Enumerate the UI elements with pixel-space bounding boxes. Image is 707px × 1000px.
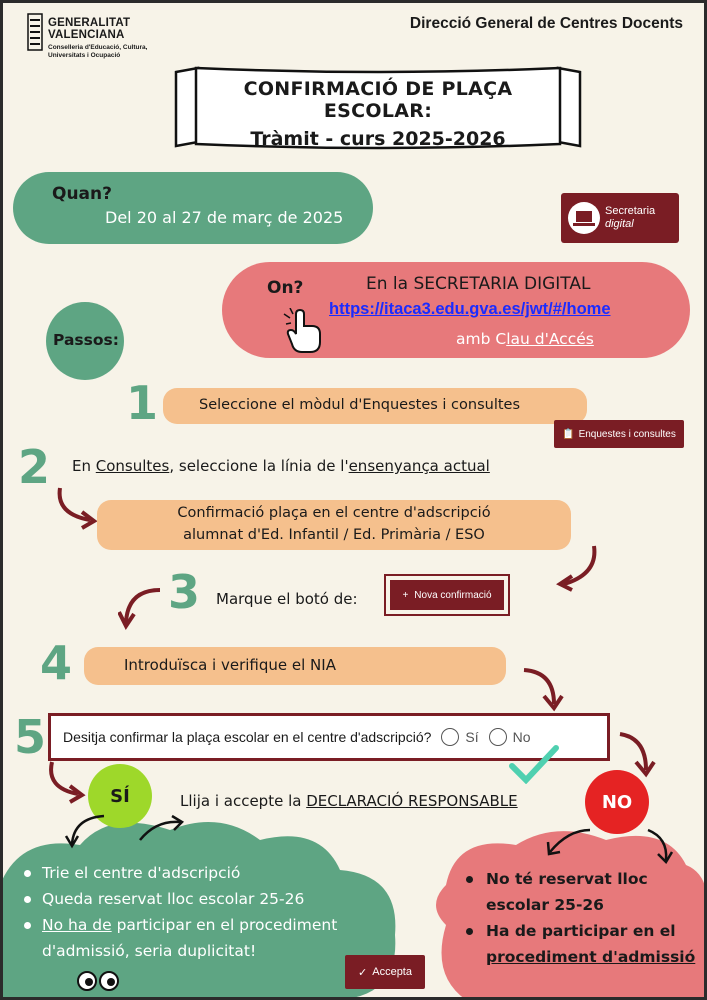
- banner-title-line2: Tràmit - curs 2025-2026: [250, 128, 506, 150]
- curved-arrow-icon: [554, 544, 600, 592]
- step2-ensenyanca: ensenyança actual: [348, 457, 490, 475]
- curved-arrow-icon: [640, 826, 680, 866]
- where-label: On?: [267, 278, 304, 298]
- step2-box-line1: Confirmació plaça en el centre d'adscripció: [177, 505, 491, 521]
- step5-number: 5: [14, 710, 47, 764]
- step2-mid: , seleccione la línia de l': [169, 457, 349, 475]
- step2-text: [72, 457, 490, 475]
- yes-item-1: Trie el centre d'adscripció: [24, 860, 384, 886]
- department-title: Direcció General de Centres Docents: [409, 15, 683, 32]
- plus-icon: +: [402, 589, 409, 601]
- enquestes-button-label: Enquestes i consultes: [578, 428, 676, 440]
- yes-item-3-rest: participar en el procediment d'admissió, seria duplicitat!: [42, 916, 338, 960]
- secretaria-logo-line2: digital: [605, 218, 634, 230]
- no-list: [466, 866, 698, 970]
- clau-acces-link[interactable]: lau d'Accés: [506, 330, 594, 348]
- yes-badge: SÍ: [88, 764, 152, 828]
- step3-number: 3: [168, 565, 201, 619]
- radio-no-label: No: [512, 729, 531, 745]
- clau-prefix: amb C: [456, 330, 507, 348]
- checkmark-icon: [508, 742, 560, 784]
- step2-box-line2: alumnat d'Ed. Infantil / Ed. Primària / ESO: [183, 527, 485, 543]
- where-title: En la SECRETARIA DIGITAL: [366, 274, 591, 294]
- clipboard-icon: 📋: [562, 428, 575, 440]
- pointing-hand-icon: [282, 308, 326, 354]
- check-icon: ✓: [358, 966, 368, 979]
- secretaria-url-link[interactable]: https://itaca3.edu.gva.es/jwt/#/home: [329, 300, 611, 318]
- curved-arrow-icon: [136, 812, 186, 846]
- curved-arrow-icon: [544, 826, 594, 860]
- step1-text: Seleccione el mòdul d'Enquestes i consultes: [199, 397, 521, 413]
- declaracio-instruction: [180, 792, 518, 810]
- curved-arrow-icon: [60, 812, 110, 852]
- title-banner: [168, 62, 588, 157]
- curved-arrow-icon: [40, 760, 90, 804]
- curved-arrow-icon: [118, 586, 164, 630]
- accepta-label: Accepta: [372, 966, 412, 978]
- no-badge: NO: [585, 770, 649, 834]
- step3-text: Marque el botó de:: [216, 590, 358, 608]
- declaracio-responsable: DECLARACIÓ RESPONSABLE: [306, 792, 518, 810]
- yes-list: [24, 860, 384, 964]
- secretaria-logo-line1: Secretaria: [605, 205, 656, 217]
- nova-confirmacio-button[interactable]: [390, 580, 504, 610]
- when-date: Del 20 al 27 de març de 2025: [105, 208, 344, 227]
- confirmation-question: Desitja confirmar la plaça escolar en el centre d'adscripció?: [63, 729, 432, 745]
- clau-acces-text: [456, 330, 594, 348]
- step4-number: 4: [40, 636, 73, 690]
- generalitat-emblem-icon: [26, 12, 44, 52]
- eyes-icon: [76, 970, 120, 992]
- curved-arrow-icon: [520, 664, 564, 712]
- laptop-icon: [567, 201, 601, 235]
- banner-title-line1: CONFIRMACIÓ DE PLAÇA ESCOLAR:: [243, 78, 513, 122]
- secretaria-digital-logo: [561, 193, 679, 243]
- no-item-2: [466, 918, 698, 970]
- no-item-2-prefix: Ha de participar en el: [486, 922, 676, 940]
- step2-consultes: Consultes: [95, 457, 170, 475]
- radio-no[interactable]: [489, 728, 507, 746]
- curved-arrow-icon: [54, 486, 100, 530]
- step2-prefix: En: [72, 457, 96, 475]
- steps-label: Passos:: [53, 331, 119, 349]
- accepta-button[interactable]: [345, 955, 425, 989]
- enquestes-consultes-button[interactable]: [554, 420, 684, 448]
- generalitat-logo: [26, 12, 176, 72]
- when-label: Quan?: [52, 184, 112, 204]
- step4-text: Introduïsca i verifique el NIA: [124, 656, 336, 674]
- org-subtitle: Conselleria d'Educació, Cultura, Universitats i Ocupació: [48, 44, 148, 59]
- step2-number: 2: [18, 440, 51, 494]
- step2-box-text: [97, 502, 571, 546]
- yes-item-2: Queda reservat lloc escolar 25-26: [24, 886, 384, 912]
- declaracio-prefix: Llija i accepte la: [180, 792, 307, 810]
- yes-item-3-link: No ha de: [42, 916, 112, 934]
- radio-yes-label: Sí: [465, 729, 479, 745]
- radio-yes[interactable]: [441, 728, 459, 746]
- nova-confirmacio-button-frame: [384, 574, 510, 616]
- yes-item-3: [24, 912, 384, 964]
- no-item-1: No té reservat lloc escolar 25-26: [466, 866, 698, 918]
- step1-number: 1: [126, 376, 159, 430]
- nova-confirmacio-label: Nova confirmació: [414, 589, 492, 601]
- no-item-2-link: procediment d'admissió: [486, 948, 696, 966]
- org-name: GENERALITAT VALENCIANA: [48, 17, 131, 41]
